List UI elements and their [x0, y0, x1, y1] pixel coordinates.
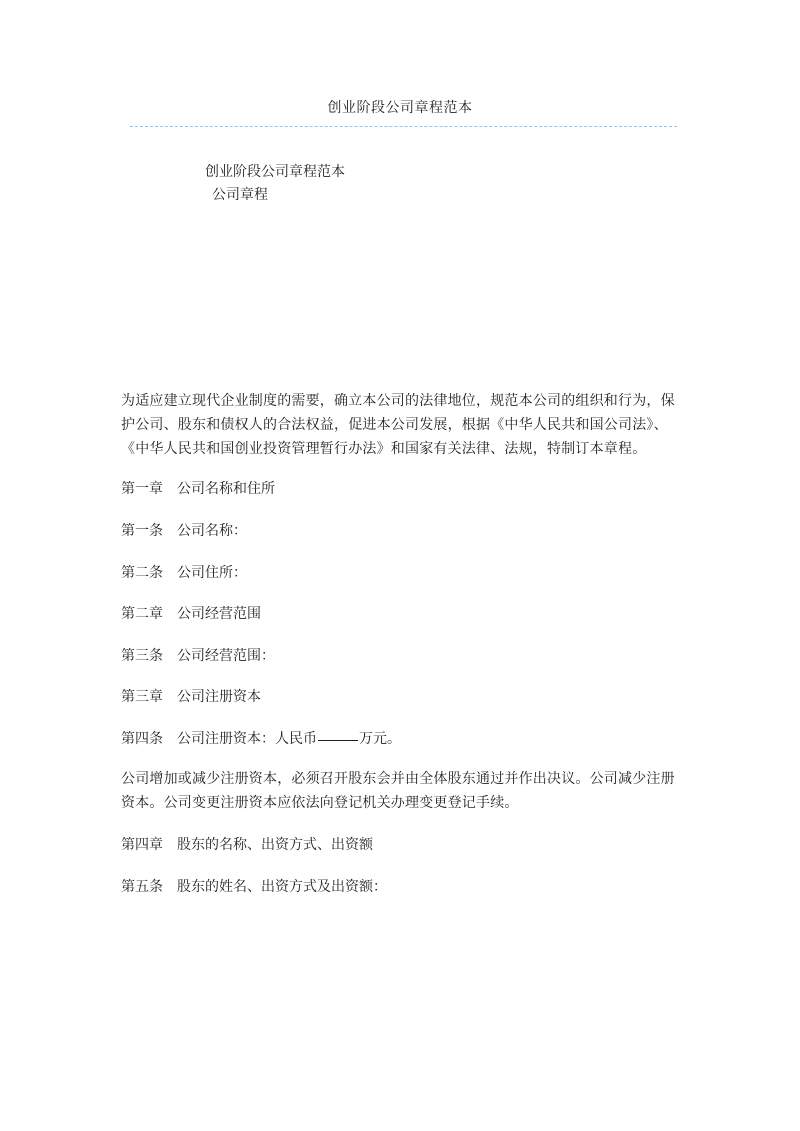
article-text: 公司名称：: [177, 523, 247, 539]
chapter-2-heading: [121, 603, 261, 623]
chapter-number: 第二章: [121, 606, 163, 622]
chapter-number: 第四章: [121, 837, 163, 853]
capital-change-paragraph: 公司增加或减少注册资本，必须召开股东会并由全体股东通过并作出决议。公司减少注册资本。公司变更注册资本应依法向登记机关办理变更登记手续。: [121, 771, 675, 811]
chapter-text: 公司注册资本: [177, 689, 261, 705]
article-2: [121, 562, 247, 582]
article-3: [121, 645, 275, 665]
article-number: 第一条: [121, 523, 163, 539]
chapter-text: 公司经营范围: [177, 606, 261, 622]
intro-paragraph: 为适应建立现代企业制度的需要，确立本公司的法律地位，规范本公司的组织和行为，保护公司、股东和债权人的合法权益，促进本公司发展，根据《中华人民共和国公司法》、《中华人民共和国创业投资管理暂行办法》和国家有关法律、法规，特制订本章程。: [121, 393, 675, 457]
chapter-text: 股东的名称、出资方式、出资额: [177, 837, 373, 853]
article-number: 第三条: [121, 648, 163, 664]
fill-in-blank: [318, 740, 358, 741]
article-5: [121, 876, 387, 896]
article-text: 股东的姓名、出资方式及出资额：: [177, 879, 387, 895]
chapter-number: 第一章: [121, 481, 163, 497]
document-title: 创业阶段公司章程范本: [205, 164, 345, 180]
article-text: 公司经营范围：: [177, 648, 275, 664]
page-header-title: 创业阶段公司章程范本: [327, 100, 473, 116]
article-4: [121, 728, 401, 748]
article-text: 公司住所：: [177, 565, 247, 581]
chapter-number: 第三章: [121, 689, 163, 705]
article-1: [121, 520, 247, 540]
article-text-after: 万元。: [359, 731, 401, 747]
chapter-3-heading: [121, 686, 261, 706]
chapter-4-heading: [121, 834, 373, 854]
article-number: 第四条: [121, 731, 163, 747]
document-subtitle: 公司章程: [212, 187, 268, 203]
article-number: 第二条: [121, 565, 163, 581]
chapter-text: 公司名称和住所: [177, 481, 275, 497]
header-divider: [130, 126, 677, 127]
article-text-before: 公司注册资本：人民币: [177, 731, 317, 747]
article-number: 第五条: [121, 879, 163, 895]
chapter-1-heading: [121, 478, 275, 498]
